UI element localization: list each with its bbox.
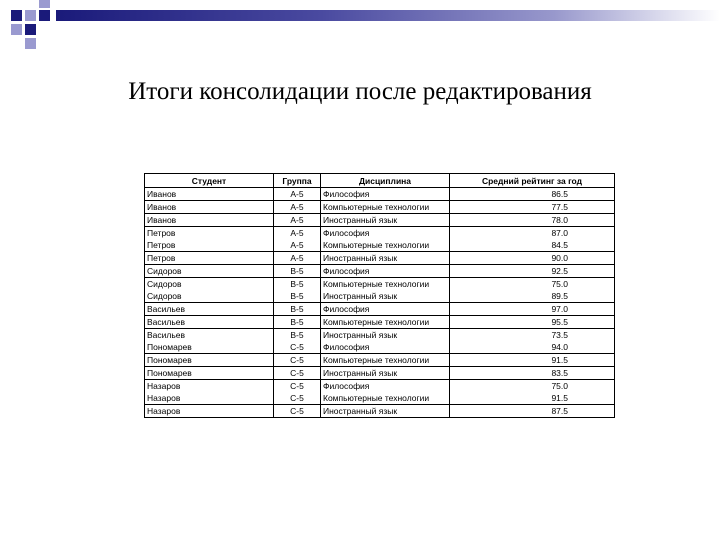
table-row: [145, 380, 615, 393]
table-row: [145, 201, 615, 214]
cell-discipline: Философия: [321, 303, 450, 316]
table-row: [145, 392, 615, 405]
cell-group: С-5: [274, 341, 321, 354]
cell-group: А-5: [274, 214, 321, 227]
consolidation-table: [144, 173, 615, 418]
table-header-row: [145, 174, 615, 188]
cell-student: Назаров: [145, 380, 274, 393]
decor-gradient-bar: [56, 10, 720, 21]
cell-discipline: Компьютерные технологии: [321, 278, 450, 291]
cell-group: А-5: [274, 188, 321, 201]
cell-student: Назаров: [145, 392, 274, 405]
cell-group: В-5: [274, 290, 321, 303]
table-row: [145, 367, 615, 380]
cell-rating: 91.5: [450, 392, 615, 405]
cell-student: Петров: [145, 227, 274, 240]
decor-square-7: [39, 0, 50, 8]
cell-discipline: Философия: [321, 227, 450, 240]
cell-student: Иванов: [145, 214, 274, 227]
cell-student: Сидоров: [145, 265, 274, 278]
cell-discipline: Философия: [321, 188, 450, 201]
cell-discipline: Компьютерные технологии: [321, 239, 450, 252]
cell-group: А-5: [274, 239, 321, 252]
slide-title: Итоги консолидации после редактирования: [128, 78, 592, 105]
cell-rating: 87.5: [450, 405, 615, 418]
cell-student: Иванов: [145, 201, 274, 214]
decor-square-4: [11, 24, 22, 35]
cell-rating: 77.5: [450, 201, 615, 214]
cell-group: С-5: [274, 354, 321, 367]
cell-group: В-5: [274, 303, 321, 316]
decor-square-1: [11, 10, 22, 21]
table-row: [145, 188, 615, 201]
cell-group: А-5: [274, 252, 321, 265]
table-row: [145, 214, 615, 227]
decor-square-2: [25, 10, 36, 21]
cell-rating: 87.0: [450, 227, 615, 240]
header-discipline: Дисциплина: [321, 174, 450, 188]
cell-discipline: Иностранный язык: [321, 252, 450, 265]
table-row: [145, 405, 615, 418]
cell-rating: 92.5: [450, 265, 615, 278]
table-row: [145, 341, 615, 354]
cell-discipline: Компьютерные технологии: [321, 392, 450, 405]
cell-group: С-5: [274, 380, 321, 393]
cell-rating: 83.5: [450, 367, 615, 380]
table-row: [145, 303, 615, 316]
cell-discipline: Философия: [321, 380, 450, 393]
cell-group: С-5: [274, 367, 321, 380]
cell-rating: 84.5: [450, 239, 615, 252]
decor-square-3: [39, 10, 50, 21]
cell-group: С-5: [274, 405, 321, 418]
cell-discipline: Философия: [321, 265, 450, 278]
cell-student: Васильев: [145, 329, 274, 342]
cell-rating: 89.5: [450, 290, 615, 303]
cell-student: Пономарев: [145, 367, 274, 380]
decor-square-5: [25, 24, 36, 35]
decor-square-6: [25, 38, 36, 49]
cell-rating: 91.5: [450, 354, 615, 367]
cell-rating: 94.0: [450, 341, 615, 354]
cell-group: В-5: [274, 329, 321, 342]
cell-rating: 97.0: [450, 303, 615, 316]
table-row: [145, 265, 615, 278]
cell-rating: 75.0: [450, 380, 615, 393]
table-row: [145, 278, 615, 291]
cell-group: В-5: [274, 265, 321, 278]
cell-group: В-5: [274, 278, 321, 291]
cell-discipline: Компьютерные технологии: [321, 354, 450, 367]
cell-rating: 86.5: [450, 188, 615, 201]
cell-discipline: Иностранный язык: [321, 405, 450, 418]
header-student: Студент: [145, 174, 274, 188]
cell-discipline: Иностранный язык: [321, 367, 450, 380]
table-row: [145, 227, 615, 240]
table-container: [144, 173, 615, 418]
cell-rating: 95.5: [450, 316, 615, 329]
cell-group: А-5: [274, 201, 321, 214]
cell-student: Васильев: [145, 316, 274, 329]
header-rating: Средний рейтинг за год: [450, 174, 615, 188]
cell-student: Сидоров: [145, 278, 274, 291]
table-body: [145, 188, 615, 418]
cell-student: Васильев: [145, 303, 274, 316]
cell-student: Назаров: [145, 405, 274, 418]
table-row: [145, 354, 615, 367]
cell-student: Пономарев: [145, 341, 274, 354]
cell-discipline: Компьютерные технологии: [321, 316, 450, 329]
cell-group: А-5: [274, 227, 321, 240]
cell-student: Пономарев: [145, 354, 274, 367]
table-row: [145, 316, 615, 329]
cell-discipline: Компьютерные технологии: [321, 201, 450, 214]
cell-discipline: Философия: [321, 341, 450, 354]
table-row: [145, 329, 615, 342]
cell-rating: 73.5: [450, 329, 615, 342]
table-row: [145, 290, 615, 303]
cell-student: Петров: [145, 239, 274, 252]
table-row: [145, 252, 615, 265]
cell-group: В-5: [274, 316, 321, 329]
cell-discipline: Иностранный язык: [321, 329, 450, 342]
table-row: [145, 239, 615, 252]
cell-rating: 78.0: [450, 214, 615, 227]
cell-rating: 90.0: [450, 252, 615, 265]
cell-student: Сидоров: [145, 290, 274, 303]
cell-student: Петров: [145, 252, 274, 265]
cell-student: Иванов: [145, 188, 274, 201]
cell-rating: 75.0: [450, 278, 615, 291]
cell-discipline: Иностранный язык: [321, 214, 450, 227]
cell-discipline: Иностранный язык: [321, 290, 450, 303]
header-group: Группа: [274, 174, 321, 188]
cell-group: С-5: [274, 392, 321, 405]
